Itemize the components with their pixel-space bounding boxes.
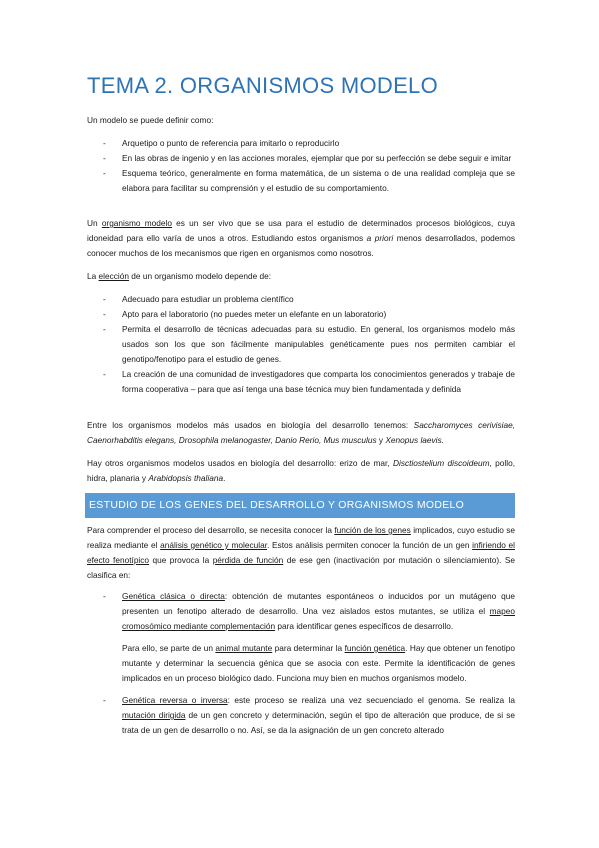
- choice-list: [103, 292, 515, 397]
- list-item: - La creación de una comunidad de investigadores que comparta los conocimientos generados y trabaje de forma cooperativa – para que así tenga una base técnica muy bien fundamentada y definida: [103, 369, 515, 394]
- classical-genetics-detail: Para ello, se parte de un animal mutante para determinar la función genética. Hay que obtener un fenotipo mutante y determinar la secuencia génica que se asocia con este. Permite la identificación de genes implicados en un proceso biológico dado. Funciona muy bien en muchos organismos modelo.: [122, 643, 515, 683]
- genetics-list: [103, 589, 515, 738]
- choice-paragraph: La elección de un organismo modelo depende de:: [87, 271, 272, 281]
- list-item: - Adecuado para estudiar un problema científico: [103, 294, 294, 304]
- section-heading: ESTUDIO DE LOS GENES DEL DESARROLLO Y ORGANISMOS MODELO: [85, 493, 515, 518]
- other-organisms-paragraph: Hay otros organismos modelos usados en biología del desarrollo: erizo de mar, Disctiostelium discoideum, pollo, hidra, planaria y Arabidopsis thaliana.: [87, 458, 516, 483]
- definition-list: [103, 136, 515, 196]
- list-item: - Esquema teórico, generalmente en forma matemática, de un sistema o de una realidad compleja que se elabora para facilitar su comprensión y el estudio de su comportamiento.: [103, 168, 515, 193]
- organisms-paragraph: Entre los organismos modelos más usados en biología del desarrollo tenemos: Saccharomyces cerivisiae, Caenorhabditis elegans, Drosophila melanogaster, Danio Rerio, Mus musculus y Xenopus laevis.: [87, 420, 515, 445]
- page-title: TEMA 2. ORGANISMOS MODELO: [87, 73, 439, 98]
- model-organism-paragraph: Un organismo modelo es un ser vivo que se usa para el estudio de determinados procesos biológicos, cuya idoneidad para ello varía de unos a otros. Estudiando estos organismos a priori menos desarrollados, podemos conocer muchos de los mecanismos que rigen en organismos como nosotros.: [87, 218, 515, 258]
- list-item: - Arquetipo o punto de referencia para imitarlo o reproducirlo: [103, 138, 340, 148]
- list-item-reverse-genetics: - Genética reversa o inversa: este proceso se realiza una vez secuenciado el genoma. Se realiza la mutación dirigida de un gen concreto y determinación, según el tipo de alteración que produce, de si se trata de un gen de desarrollo o no. Así, se da la asignación de un gen concreto alterado: [103, 695, 515, 735]
- gene-study-paragraph: Para comprender el proceso del desarrollo, se necesita conocer la función de los genes implicados, cuyo estudio se realiza mediante el análisis genético y molecular. Estos análisis permiten conocer la función de un gen infiriendo el efecto fenotípico que provoca la pérdida de función de ese gen (inactivación por mutación o silenciamiento). Se clasifica en:: [87, 525, 515, 580]
- intro-paragraph: Un modelo se puede definir como:: [87, 115, 214, 125]
- list-item-classical-genetics: - Genética clásica o directa: obtención de mutantes espontáneos o inducidos por un mutágeno que presenten un fenotipo alterado de desarrollo. Una vez aislados estos mutantes, se utiliza el mapeo cromosómico mediante complementación para identificar genes específicos de desarrollo. Para ello, se parte de un animal mutante para determinar la función genética. Hay que obtener un fenotipo mutante y determinar la secuencia génica que se asocia con este. Permite la identificación de genes implicados en un proceso biológico dado. Funciona muy bien en muchos organismos modelo.: [103, 589, 515, 686]
- list-item: - En las obras de ingenio y en las acciones morales, ejemplar que por su perfección se debe seguir e imitar: [103, 153, 512, 163]
- list-item: - Permita el desarrollo de técnicas adecuadas para su estudio. En general, los organismos modelo más usados son los que son fácilmente manipulables genéticamente pues nos permiten cambiar el genotipo/fenotipo para el estudio de genes.: [103, 324, 515, 364]
- list-item: - Apto para el laboratorio (no puedes meter un elefante en un laboratorio): [103, 309, 387, 319]
